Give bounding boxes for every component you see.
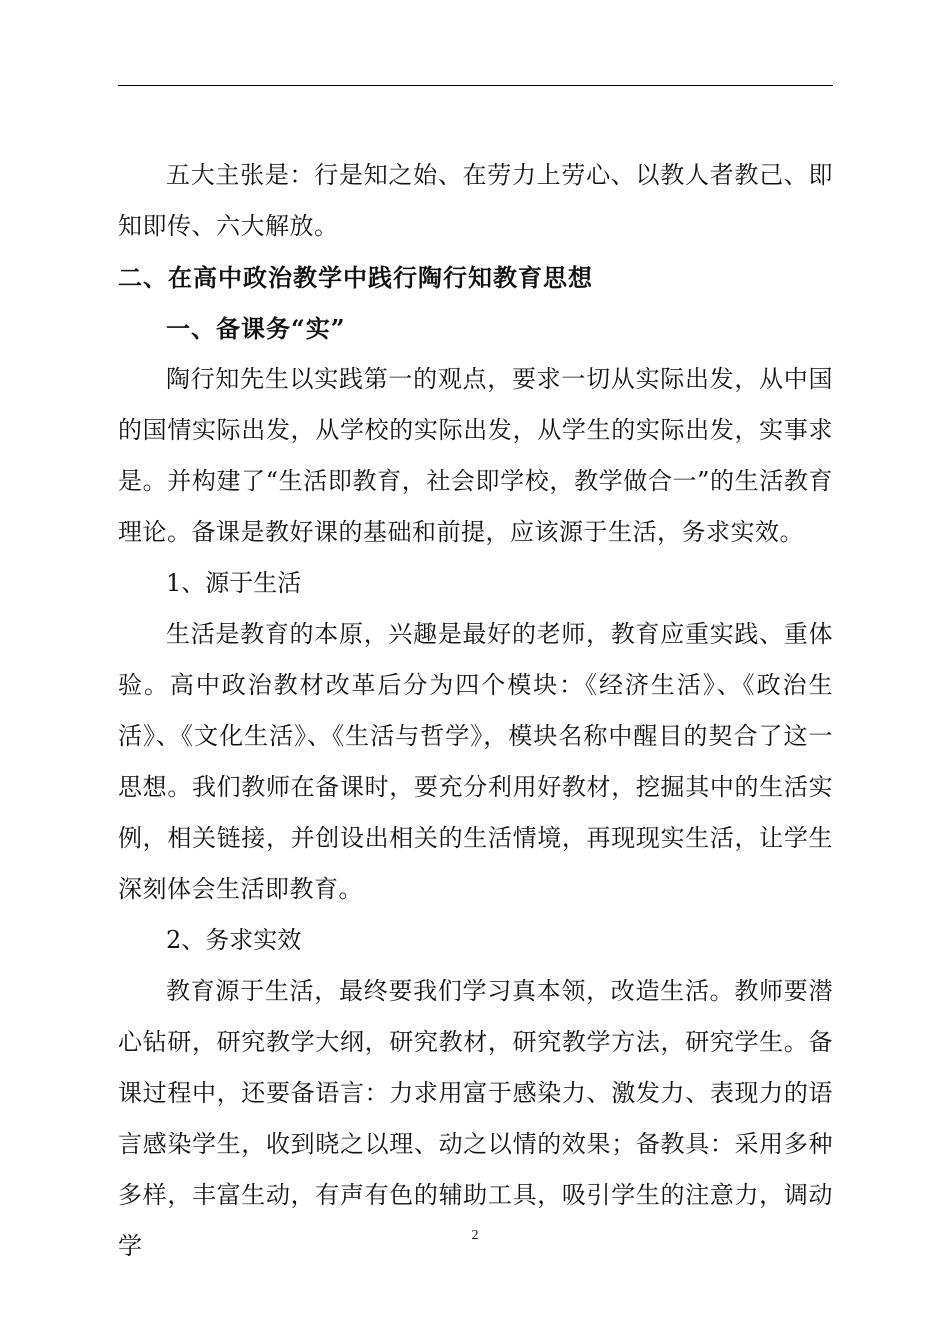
paragraph-life-origin: 生活是教育的本原，兴趣是最好的老师，教育应重实践、重体验。高中政治教材改革后分为四个模块：《经济生活》、《政治生活》、《文化生活》、《生活与哲学》，模块名称中醒目的契合了这一思想。我们教师在备课时，要充分利用好教材，挖掘其中的生活实例，相关链接，并创设出相关的生活情境，再现现实生活，让学生深刻体会生活即教育。 [118, 620, 833, 903]
header-rule [118, 85, 833, 86]
subsection-heading: 一、备课务“实” [166, 314, 346, 343]
paragraph-effectiveness: 教育源于生活，最终要我们学习真本领，改造生活。教师要潜心钻研，研究教学大纲，研究教材，研究教学方法，研究学生。备课过程中，还要备语言：力求用富于感染力、激发力、表现力的语言感染学生，收到晓之以理、动之以情的效果；备教具：采用多种多样，丰富生动，有声有色的辅助工具，吸引学生的注意力，调动学 [118, 977, 833, 1260]
page-number: 2 [471, 1228, 479, 1243]
paragraph-five-principles: 五大主张是：行是知之始、在劳力上劳心、以教人者教己、即知即传、六大解放。 [118, 161, 833, 240]
section-heading: 二、在高中政治教学中践行陶行知教育思想 [118, 263, 593, 292]
point-heading-1: 1、源于生活 [166, 569, 302, 597]
document-body [118, 150, 833, 1272]
paragraph-practice-first: 陶行知先生以实践第一的观点，要求一切从实际出发，从中国的国情实际出发，从学校的实际出发，从学生的实际出发，实事求是。并构建了“生活即教育，社会即学校，教学做合一”的生活教育理论。备课是教好课的基础和前提，应该源于生活，务求实效。 [118, 365, 833, 546]
point-heading-2: 2、务求实效 [166, 926, 302, 954]
